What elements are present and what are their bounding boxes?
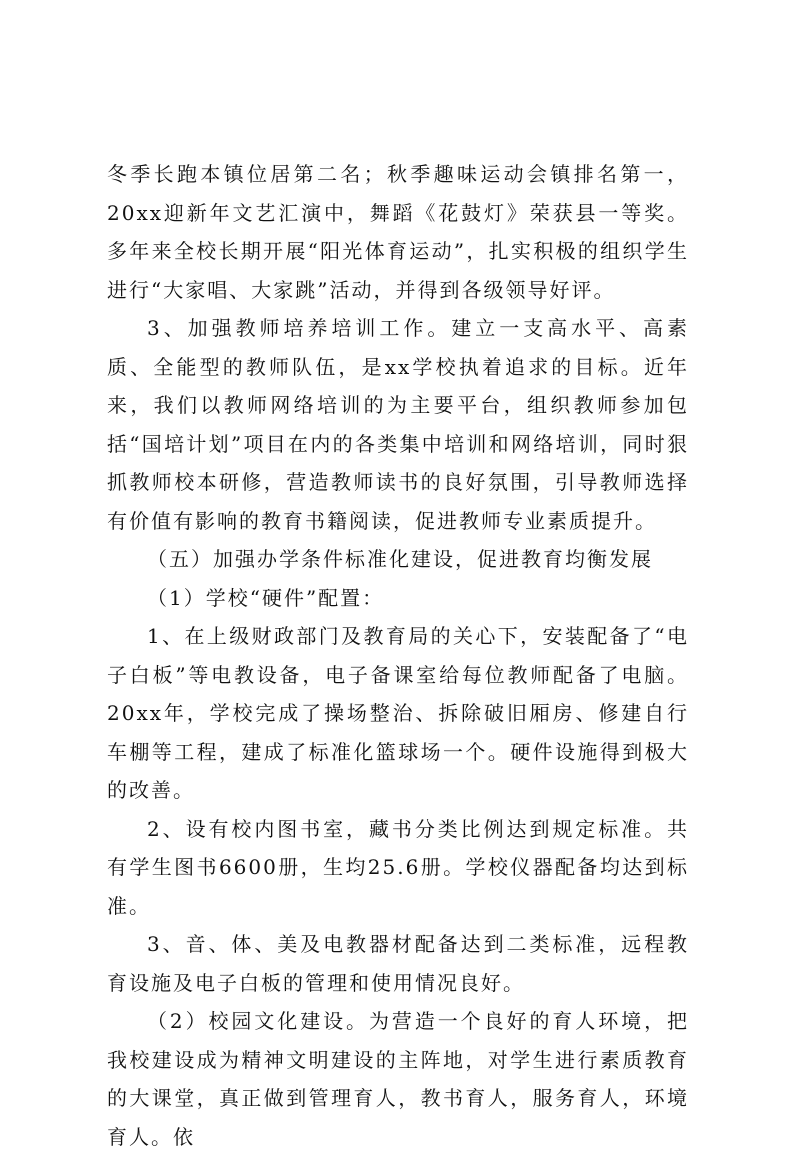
section-heading-standardization: （五）加强办学条件标准化建设，促进教育均衡发展 xyxy=(147,547,653,571)
paragraph-library: 2、设有校内图书室，藏书分类比例达到规定标准。共有学生图书6600册，生均25.6册。学校仪器配备均达到标准。 xyxy=(107,816,689,918)
body-text xyxy=(107,155,689,1156)
paragraph-av-equipment: 3、音、体、美及电教器材配备达到二类标准，远程教育设施及电子白板的管理和使用情况良好。 xyxy=(107,932,689,995)
subsection-heading-hardware: （1）学校“硬件”配置： xyxy=(147,585,385,610)
paragraph-sports-achievements: 冬季长跑本镇位居第二名；秋季趣味运动会镇排名第一，20xx迎新年文艺汇演中，舞蹈《花鼓灯》荣获县一等奖。多年来全校长期开展“阳光体育运动”，扎实积极的组织学生进行“大家唱、大家跳”活动，并得到各级领导好评。 xyxy=(107,162,689,302)
paragraph-teacher-training: 3、加强教师培养培训工作。建立一支高水平、高素质、全能型的教师队伍，是xx学校执着追求的目标。近年来，我们以教师网络培训的为主要平台，组织教师参加包括“国培计划”项目在内的各类集中培训和网络培训，同时狠抓教师校本研修，营造教师读书的良好氛围，引导教师选择有价值有影响的教育书籍阅读，促进教师专业素质提升。 xyxy=(107,316,689,533)
paragraph-campus-culture: （2）校园文化建设。为营造一个良好的育人环境，把我校建设成为精神文明建设的主阵地，对学生进行素质教育的大课堂，真正做到管理育人，教书育人，服务育人，环境育人。依 xyxy=(107,1009,689,1149)
paragraph-equipment: 1、在上级财政部门及教育局的关心下，安装配备了“电子白板”等电教设备，电子备课室给每位教师配备了电脑。20xx年，学校完成了操场整治、拆除破旧厢房、修建自行车棚等工程，建成了标准化篮球场一个。硬件设施得到极大的改善。 xyxy=(107,624,689,802)
